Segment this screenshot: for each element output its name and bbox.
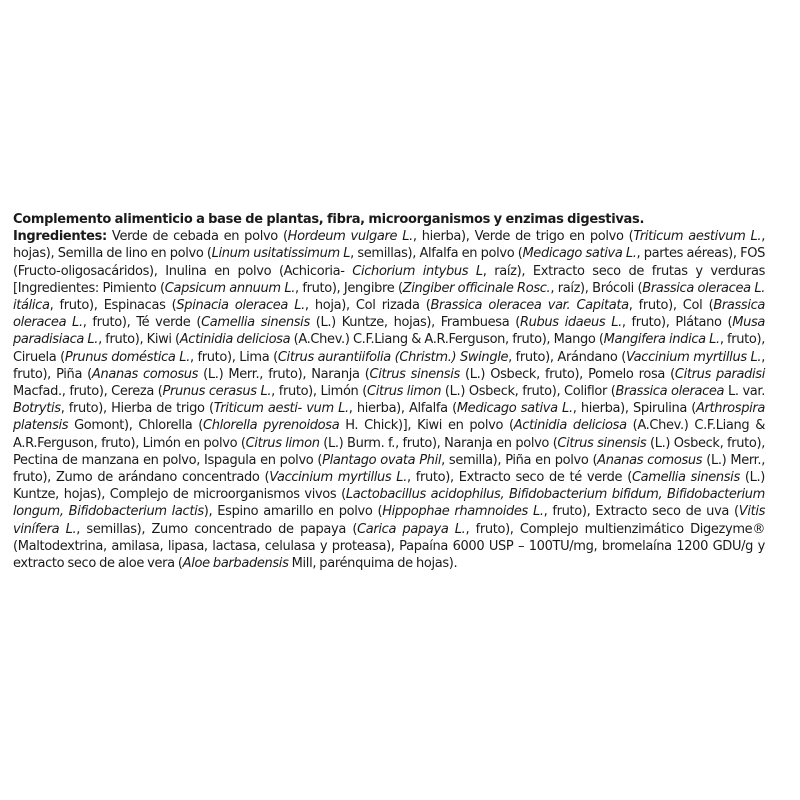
ingredient-text: , hoja), Col rizada (: [304, 298, 431, 314]
scientific-name: Citrus aurantiifolia (Christm.) Swingle: [277, 349, 509, 365]
ingredient-text: , fruto), Extracto seco de té verde (: [406, 470, 632, 486]
scientific-name: Musa paradisiaca L.: [13, 315, 766, 348]
ingredient-text: , fruto), Espinacas (: [49, 298, 177, 314]
scientific-name: Capsicum annuum L.: [164, 280, 295, 296]
ingredient-text: , fruto), Jengibre (: [295, 280, 403, 296]
ingredient-text: , hierba), Spirulina (: [572, 401, 697, 417]
scientific-name: Vitis vinífera L.: [13, 504, 766, 537]
ingredient-text: (L.) Osbeck, fruto), Coliflor (: [441, 384, 616, 400]
scientific-name: Hippophae rhamnoides L.: [382, 504, 544, 520]
ingredient-text: (A.Chev.) C.F.Liang & A.R.Ferguson, fruto), Mango (: [290, 332, 604, 348]
ingredient-text: , fruto), Hierba de trigo (: [60, 401, 214, 417]
ingredient-text: (A.Chev.) C.F.Liang & A.R.Ferguson, fruto), Limón en polvo (: [13, 418, 765, 451]
scientific-name: Brassica oleracea var. Capitata: [430, 298, 629, 314]
ingredients-list: [13, 229, 765, 571]
scientific-name: Camellia sinensis: [201, 315, 310, 331]
ingredient-text: , semillas), Zumo concentrado de papaya (: [76, 521, 358, 537]
ingredient-text: , fruto), Piña (: [13, 349, 765, 382]
ingredient-text: , fruto), Kiwi (: [98, 332, 180, 348]
ingredient-text: Mill, parénquima de hojas).: [288, 556, 458, 572]
ingredient-text: , fruto), Té verde (: [82, 315, 202, 331]
scientific-name: Citrus paradisi: [674, 366, 765, 382]
scientific-name: Vaccinium myrtillus L.: [269, 470, 407, 486]
ingredient-text: , hierba), Verde de trigo en polvo (: [412, 229, 634, 245]
ingredient-text: (L.) Merr., fruto), Zumo de arándano concentrado (: [13, 452, 765, 486]
scientific-name: Brassica oleracea: [615, 384, 725, 400]
scientific-name: Triticum aestivum L.: [633, 229, 762, 245]
scientific-name: Ananas comosus: [91, 366, 199, 382]
scientific-name: Mangifera indica L.: [603, 332, 720, 348]
ingredient-text: , hierba), Alfalfa (: [348, 401, 457, 417]
ingredient-text: , fruto), Extracto seco de uva (: [543, 504, 739, 520]
ingredient-text: , hojas), Semilla de lino en polvo (: [13, 229, 765, 262]
ingredient-text: , fruto), Limón (: [271, 384, 367, 400]
ingredient-label: [13, 211, 765, 572]
scientific-name: Citrus limon: [366, 384, 442, 400]
scientific-name: Citrus limon: [245, 435, 320, 451]
ingredient-text: L. var.: [724, 384, 765, 400]
ingredient-text: , fruto), Complejo multienzimático Digezyme® (Maltodextrina, amilasa, lipasa, lactasa, celulasa y proteasa), Papaína 6000 USP – 100TU/mg, bromelaína 1200 GDU/g y extracto seco de aloe vera (: [13, 521, 765, 572]
scientific-name: Lactobacillus acidophilus, Bifidobacterium bifidum, Bifidobacterium longum, Bifidobacterium lactis: [13, 487, 766, 520]
scientific-name: Arthrospira platensis: [13, 401, 765, 434]
scientific-name: Hordeum vulgare L.: [287, 229, 413, 245]
scientific-name: Actinidia deliciosa: [179, 332, 291, 348]
ingredient-text: (L.) Merr., fruto), Naranja (: [198, 366, 370, 382]
ingredient-text: H. Chick)], Kiwi en polvo (: [339, 418, 514, 434]
ingredient-text: (L.) Osbeck, fruto), Pectina de manzana en polvo, Ispagula en polvo (: [13, 435, 765, 468]
scientific-name: Carica papaya L.: [357, 521, 466, 537]
scientific-name: Ananas comosus: [597, 452, 703, 468]
scientific-name: Vaccinium myrtillus L.: [625, 349, 762, 365]
ingredient-text: Verde de cebada en polvo (: [106, 229, 288, 245]
scientific-name: Camellia sinensis: [631, 470, 740, 486]
ingredient-text: , semilla), Piña en polvo (: [441, 452, 598, 468]
scientific-name: Citrus sinensis: [369, 366, 460, 382]
ingredients-title: Ingredientes:: [13, 229, 107, 245]
scientific-name: Triticum aesti- vum L.: [213, 401, 349, 417]
product-description: Complemento alimenticio a base de plantas, fibra, microorganismos y enzimas digestivas.: [13, 212, 645, 227]
ingredient-text: Macfad., fruto), Cereza (: [13, 384, 163, 400]
ingredient-text: (L.) Osbeck, fruto), Pomelo rosa (: [459, 366, 675, 382]
scientific-name: Prunus doméstica L.: [64, 349, 190, 365]
scientific-name: Zingiber officinale Rosc.: [402, 280, 551, 296]
ingredient-text: , fruto), Plátano (: [621, 315, 733, 331]
scientific-name: Linum usitatissimum L: [211, 246, 351, 262]
ingredient-text: (L.) Kuntze, hojas), Frambuesa (: [309, 315, 520, 331]
scientific-name: Prunus cerasus L.: [162, 384, 272, 400]
ingredient-text: (L.) Burm. f., fruto), Naranja en polvo (: [319, 435, 558, 451]
scientific-name: Plantago ovata Phil: [322, 452, 442, 468]
scientific-name: Brassica oleracea L. itálica: [13, 280, 765, 314]
ingredient-text: ), Espino amarillo en polvo (: [203, 504, 383, 520]
scientific-name: Cichorium intybus L: [352, 263, 483, 279]
ingredients-paragraph: [13, 228, 765, 572]
ingredient-text: , partes aéreas), FOS (Fructo-oligosacáridos), Inulina en polvo (Achicoria-: [13, 246, 765, 279]
ingredient-text: , fruto), Arándano (: [508, 349, 626, 365]
scientific-name: Medicago sativa L.: [522, 246, 637, 262]
ingredient-text: Gomont), Chlorella (: [68, 418, 203, 434]
scientific-name: Actinidia deliciosa: [513, 418, 627, 434]
ingredient-text: , fruto), Ciruela (: [13, 332, 765, 365]
ingredient-text: , raíz), Extracto seco de frutas y verduras [Ingredientes: Pimiento (: [13, 263, 766, 296]
ingredient-text: , fruto), Lima (: [189, 349, 278, 365]
scientific-name: Citrus sinensis: [557, 435, 647, 451]
ingredient-text: , fruto), Col (: [628, 298, 714, 314]
ingredient-text: , raíz), Brócoli (: [550, 280, 643, 296]
ingredient-text: (L.) Kuntze, hojas), Complejo de microorganismos vivos (: [13, 470, 765, 503]
scientific-name: Chlorella pyrenoidosa: [202, 418, 340, 434]
scientific-name: Brassica oleracea L.: [13, 298, 766, 331]
scientific-name: Botrytis: [13, 401, 61, 417]
scientific-name: Aloe barbadensis: [182, 556, 289, 572]
scientific-name: Medicago sativa L.: [456, 401, 573, 417]
scientific-name: Rubus idaeus L.: [519, 315, 622, 331]
scientific-name: Spinacia oleracea L.: [176, 298, 305, 314]
ingredient-text: , semillas), Alfalfa en polvo (: [350, 246, 523, 262]
